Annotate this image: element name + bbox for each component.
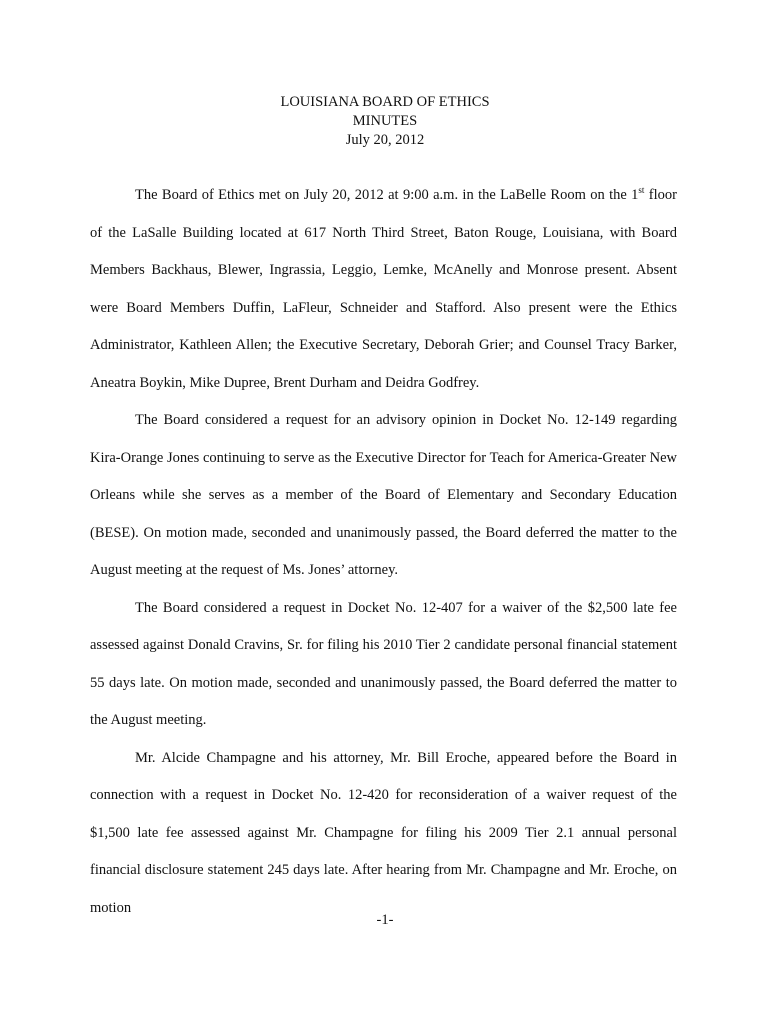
minutes-body: [90, 177, 677, 927]
paragraph-text: The Board of Ethics met on July 20, 2012 at 9:00 a.m. in the LaBelle Room on the 1: [135, 187, 639, 203]
page-number: -1-: [376, 912, 394, 928]
paragraph-text: floor of the LaSalle Building located at 617 North Third Street, Baton Rouge, Louisiana, with Board Members Backhaus, Blewer, Ingrassia, Leggio, Lemke, McAnelly and Monrose present. Absent were Board Members Duffin, LaFleur, Schneider and Stafford. Also present were the Ethics Administrator, Kathleen Allen; the Executive Secretary, Deborah Grier; and Counsel Tracy Barker, Aneatra Boykin, Mike Dupree, Brent Durham and Deidra Godfrey.: [90, 187, 677, 391]
paragraph-docket-12-149: The Board considered a request for an advisory opinion in Docket No. 12-149 regarding Kira-Orange Jones continuing to serve as the Executive Director for Teach for America-Greater New Orleans while she serves as a member of the Board of Elementary and Secondary Education (BESE). On motion made, seconded and unanimously passed, the Board deferred the matter to the August meeting at the request of Ms. Jones’ attorney.: [90, 412, 677, 578]
paragraph-meeting-attendance: [90, 177, 677, 402]
document-title: LOUISIANA BOARD OF ETHICS: [280, 94, 490, 110]
ordinal-suffix: st: [638, 185, 645, 196]
document-date: July 20, 2012: [345, 132, 425, 148]
paragraph-docket-12-420: Mr. Alcide Champagne and his attorney, Mr. Bill Eroche, appeared before the Board in connection with a request in Docket No. 12-420 for reconsideration of a waiver request of the $1,500 late fee assessed against Mr. Champagne for filing his 2009 Tier 2.1 annual personal financial disclosure statement 245 days late. After hearing from Mr. Champagne and Mr. Eroche, on motion: [90, 749, 677, 916]
document-subtitle: MINUTES: [352, 113, 418, 129]
paragraph-docket-12-407: The Board considered a request in Docket No. 12-407 for a waiver of the $2,500 late fee assessed against Donald Cravins, Sr. for filing his 2010 Tier 2 candidate personal financial statement 55 days late. On motion made, seconded and unanimously passed, the Board deferred the matter to the August meeting.: [90, 599, 677, 728]
document-header: [0, 93, 770, 150]
